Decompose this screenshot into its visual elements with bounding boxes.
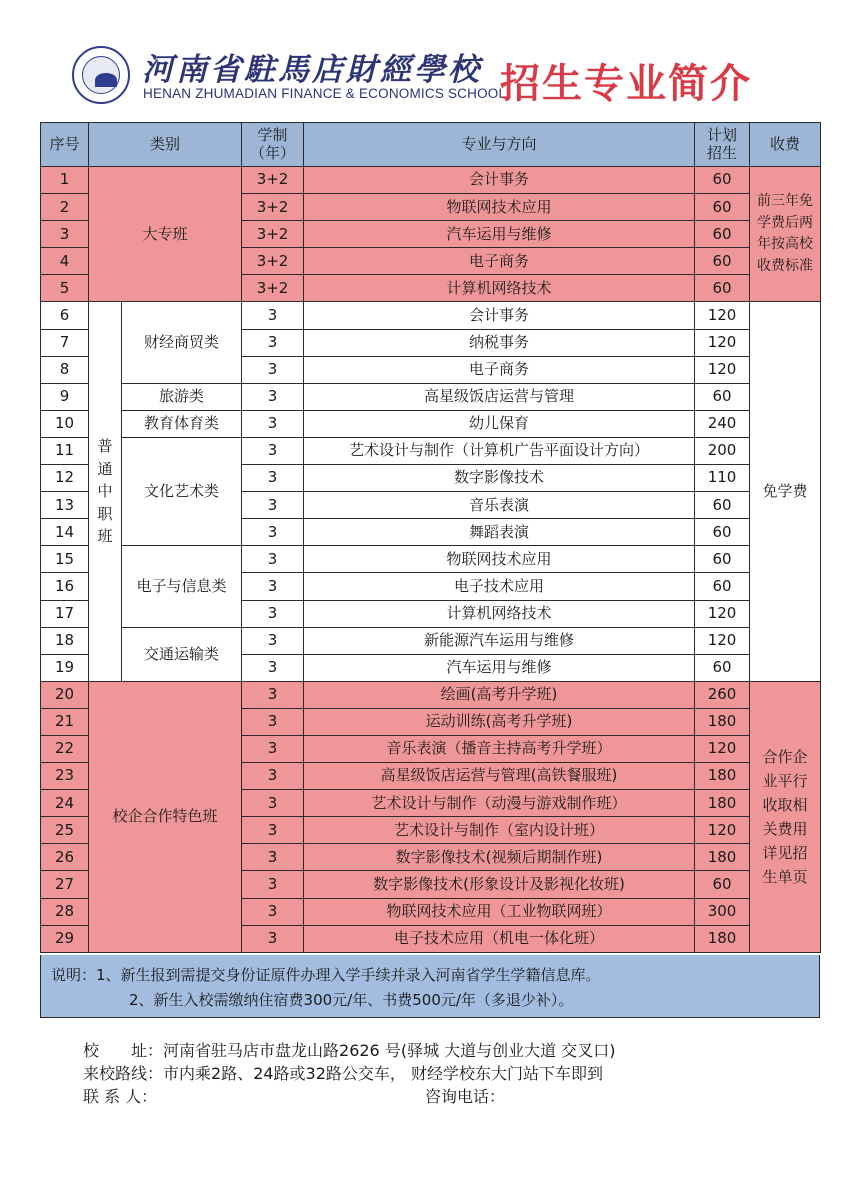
row-major: 汽车运用与维修: [304, 654, 695, 681]
row-no: 26: [41, 844, 89, 871]
row-quota: 60: [695, 167, 750, 194]
table-row: [41, 627, 821, 654]
row-years: 3: [242, 735, 304, 762]
row-no: 20: [41, 681, 89, 708]
subcategory-jiaoyu: 教育体育类: [122, 410, 242, 437]
subcategory-dianzi: 电子与信息类: [122, 546, 242, 627]
row-years: 3: [242, 492, 304, 519]
row-years: 3: [242, 627, 304, 654]
row-no: 13: [41, 492, 89, 519]
row-major: 数字影像技术(视频后期制作班): [304, 844, 695, 871]
contact-row: [83, 1085, 615, 1108]
row-quota: 60: [695, 573, 750, 600]
row-quota: 60: [695, 275, 750, 302]
row-years: 3: [242, 600, 304, 627]
row-major: 会计事务: [304, 167, 695, 194]
row-major: 电子商务: [304, 356, 695, 383]
logo-arc: [95, 73, 117, 87]
table-row: [41, 546, 821, 573]
row-quota: 110: [695, 465, 750, 492]
row-major: 汽车运用与维修: [304, 221, 695, 248]
route-label: 来校路线：: [83, 1064, 164, 1083]
row-quota: 120: [695, 600, 750, 627]
row-quota: 120: [695, 627, 750, 654]
row-major: 幼儿保育: [304, 410, 695, 437]
row-major: 新能源汽车运用与维修: [304, 627, 695, 654]
row-quota: 60: [695, 654, 750, 681]
subcategory-jiaotong: 交通运输类: [122, 627, 242, 681]
row-quota: 180: [695, 844, 750, 871]
row-quota: 260: [695, 681, 750, 708]
row-years: 3+2: [242, 194, 304, 221]
row-years: 3: [242, 898, 304, 925]
row-years: 3: [242, 329, 304, 356]
page-header: [0, 0, 860, 122]
table-row: [41, 302, 821, 329]
row-years: 3: [242, 437, 304, 464]
row-no: 2: [41, 194, 89, 221]
note-line-2: 2、新生入校需缴纳住宿费300元/年、书费500元/年（多退少补）。: [129, 991, 574, 1009]
row-major: 物联网技术应用: [304, 546, 695, 573]
row-years: 3+2: [242, 248, 304, 275]
header-quota: [695, 123, 750, 167]
row-quota: 60: [695, 248, 750, 275]
row-major: 物联网技术应用: [304, 194, 695, 221]
row-major: 电子技术应用（机电一体化班）: [304, 925, 695, 952]
majors-table: [40, 122, 821, 953]
row-major: 纳税事务: [304, 329, 695, 356]
fee-dazhuan: 前三年免学费后两年按高校收费标准: [750, 167, 821, 302]
address-row: [83, 1039, 615, 1062]
row-no: 11: [41, 437, 89, 464]
row-no: 25: [41, 817, 89, 844]
row-no: 16: [41, 573, 89, 600]
contact-label: 联 系 人：: [83, 1087, 158, 1106]
row-no: 24: [41, 790, 89, 817]
row-major: 音乐表演: [304, 492, 695, 519]
row-quota: 60: [695, 519, 750, 546]
logo-emblem: [82, 56, 120, 94]
table-row: [41, 681, 821, 708]
row-quota: 60: [695, 221, 750, 248]
subcategory-wenhua: 文化艺术类: [122, 437, 242, 545]
row-no: 15: [41, 546, 89, 573]
row-quota: 120: [695, 817, 750, 844]
row-years: 3: [242, 871, 304, 898]
school-logo: [72, 46, 130, 104]
row-major: 电子商务: [304, 248, 695, 275]
row-no: 7: [41, 329, 89, 356]
header-major: 专业与方向: [304, 123, 695, 167]
row-major: 艺术设计与制作（室内设计班）: [304, 817, 695, 844]
row-no: 8: [41, 356, 89, 383]
row-no: 12: [41, 465, 89, 492]
row-quota: 180: [695, 708, 750, 735]
row-quota: 240: [695, 410, 750, 437]
row-years: 3: [242, 790, 304, 817]
table-row: [41, 437, 821, 464]
table-header-row: [41, 123, 821, 167]
footer-info: [83, 1039, 615, 1108]
row-no: 3: [41, 221, 89, 248]
row-major: 数字影像技术: [304, 465, 695, 492]
row-quota: 60: [695, 492, 750, 519]
header-years-line1: 学制: [257, 126, 288, 145]
header-years: [242, 123, 304, 167]
row-years: 3: [242, 356, 304, 383]
row-years: 3: [242, 546, 304, 573]
row-no: 10: [41, 410, 89, 437]
row-quota: 60: [695, 194, 750, 221]
row-major: 计算机网络技术: [304, 600, 695, 627]
row-no: 22: [41, 735, 89, 762]
address-value: 河南省驻马店市盘龙山路2626 号(驿城 大道与创业大道 交叉口): [163, 1041, 616, 1060]
row-quota: 180: [695, 925, 750, 952]
row-major: 艺术设计与制作（动漫与游戏制作班）: [304, 790, 695, 817]
route-value: 市内乘2路、24路或32路公交车， 财经学校东大门站下车即到: [163, 1064, 604, 1083]
row-quota: 180: [695, 763, 750, 790]
table-row: [41, 410, 821, 437]
row-no: 27: [41, 871, 89, 898]
row-no: 4: [41, 248, 89, 275]
fee-xiaoqi: 合作企业平行收取相关费用详见招生单页: [750, 681, 821, 952]
row-years: 3: [242, 763, 304, 790]
subcategory-lvyou: 旅游类: [122, 383, 242, 410]
row-no: 21: [41, 708, 89, 735]
subcategory-caijing: 财经商贸类: [122, 302, 242, 383]
row-major: 高星级饭店运营与管理(高铁餐服班): [304, 763, 695, 790]
row-years: 3: [242, 817, 304, 844]
row-major: 数字影像技术(形象设计及影视化妆班): [304, 871, 695, 898]
row-major: 运动训练(高考升学班): [304, 708, 695, 735]
row-quota: 300: [695, 898, 750, 925]
row-major: 艺术设计与制作（计算机广告平面设计方向）: [304, 437, 695, 464]
row-no: 9: [41, 383, 89, 410]
row-years: 3+2: [242, 275, 304, 302]
row-years: 3: [242, 573, 304, 600]
row-no: 18: [41, 627, 89, 654]
row-no: 28: [41, 898, 89, 925]
group-xiaoqi: 校企合作特色班: [89, 681, 242, 952]
row-years: 3: [242, 925, 304, 952]
row-quota: 60: [695, 871, 750, 898]
row-no: 14: [41, 519, 89, 546]
row-years: 3: [242, 519, 304, 546]
row-no: 1: [41, 167, 89, 194]
school-name-en: HENAN ZHUMADIAN FINANCE & ECONOMICS SCHOOL: [143, 86, 507, 101]
row-quota: 180: [695, 790, 750, 817]
row-major: 绘画(高考升学班): [304, 681, 695, 708]
row-no: 29: [41, 925, 89, 952]
row-years: 3: [242, 410, 304, 437]
table-row: [41, 167, 821, 194]
group-putong: 普通中职班: [89, 302, 122, 681]
row-quota: 200: [695, 437, 750, 464]
header-category: 类别: [89, 123, 242, 167]
row-quota: 120: [695, 329, 750, 356]
school-name-cn: 河南省駐馬店財經學校: [142, 52, 482, 88]
row-years: 3: [242, 383, 304, 410]
row-no: 17: [41, 600, 89, 627]
header-quota-line1: 计划: [707, 126, 738, 145]
row-years: 3: [242, 302, 304, 329]
phone-label: 咨询电话：: [425, 1087, 506, 1106]
row-major: 物联网技术应用（工业物联网班）: [304, 898, 695, 925]
row-quota: 120: [695, 735, 750, 762]
row-years: 3: [242, 708, 304, 735]
address-label: 校 址：: [83, 1041, 164, 1060]
header-no: 序号: [41, 123, 89, 167]
row-major: 高星级饭店运营与管理: [304, 383, 695, 410]
header-fee: 收费: [750, 123, 821, 167]
document-title: 招生专业简介: [500, 61, 752, 107]
row-years: 3+2: [242, 167, 304, 194]
row-quota: 120: [695, 356, 750, 383]
row-quota: 120: [695, 302, 750, 329]
row-years: 3: [242, 681, 304, 708]
fee-putong: 免学费: [750, 302, 821, 681]
row-quota: 60: [695, 546, 750, 573]
header-quota-line2: 招生: [707, 143, 738, 162]
row-major: 电子技术应用: [304, 573, 695, 600]
row-quota: 60: [695, 383, 750, 410]
header-years-line2: （年）: [250, 143, 296, 162]
row-years: 3+2: [242, 221, 304, 248]
row-years: 3: [242, 465, 304, 492]
route-row: [83, 1062, 615, 1085]
row-no: 6: [41, 302, 89, 329]
row-major: 音乐表演（播音主持高考升学班）: [304, 735, 695, 762]
row-no: 23: [41, 763, 89, 790]
row-major: 计算机网络技术: [304, 275, 695, 302]
row-years: 3: [242, 844, 304, 871]
table-row: [41, 383, 821, 410]
row-major: 舞蹈表演: [304, 519, 695, 546]
notes-box: [40, 955, 820, 1018]
row-no: 19: [41, 654, 89, 681]
row-no: 5: [41, 275, 89, 302]
note-line-1: 说明：1、新生报到需提交身份证原件办理入学手续并录入河南省学生学籍信息库。: [51, 966, 601, 984]
row-years: 3: [242, 654, 304, 681]
row-major: 会计事务: [304, 302, 695, 329]
group-dazhuan: 大专班: [89, 167, 242, 302]
